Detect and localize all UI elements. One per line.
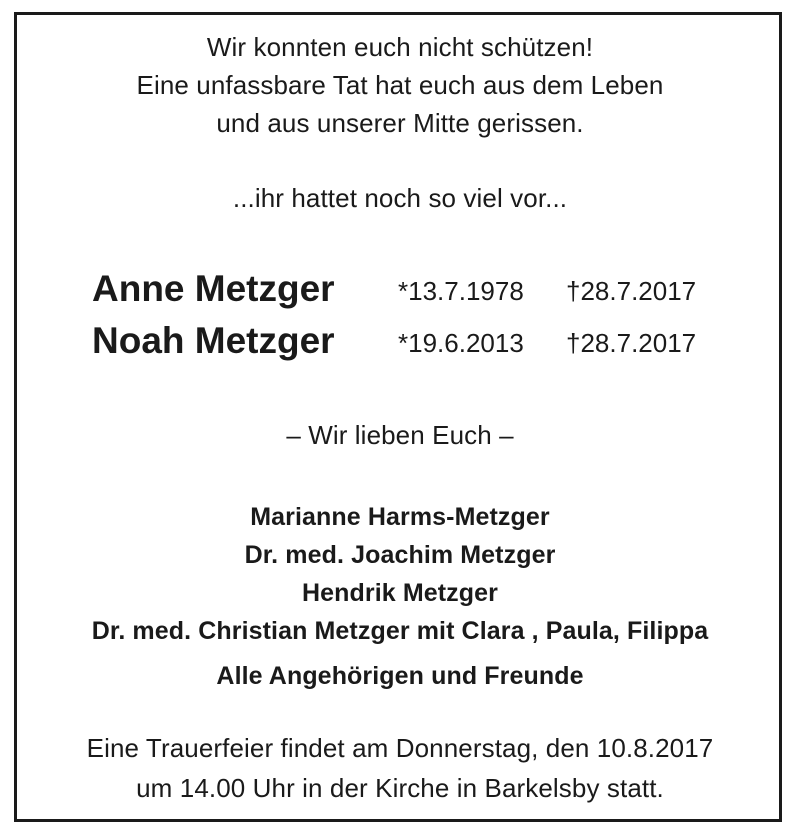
mourner-3: Hendrik Metzger bbox=[302, 579, 498, 607]
deceased-row-noah bbox=[0, 320, 800, 368]
death-date: †28.7.2017 bbox=[566, 276, 697, 306]
mourner-2: Dr. med. Joachim Metzger bbox=[244, 541, 556, 569]
service-line-1: Eine Trauerfeier findet am Donnerstag, den 10.8.2017 bbox=[86, 733, 714, 763]
intro-line-2: Eine unfassbare Tat hat euch aus dem Leben bbox=[136, 70, 664, 100]
subline: ...ihr hattet noch so viel vor... bbox=[232, 183, 568, 213]
intro-line-1: Wir konnten euch nicht schützen! bbox=[206, 32, 594, 62]
love-line: – Wir lieben Euch – bbox=[286, 420, 514, 450]
mourner-1: Marianne Harms-Metzger bbox=[250, 503, 550, 531]
intro-line-3: und aus unserer Mitte gerissen. bbox=[216, 108, 584, 138]
birth-date: *19.6.2013 bbox=[398, 328, 524, 358]
service-line-2: um 14.00 Uhr in der Kirche in Barkelsby statt. bbox=[136, 773, 664, 803]
deceased-row-anne bbox=[0, 268, 800, 316]
deceased-name: Anne Metzger bbox=[92, 268, 335, 309]
death-date: †28.7.2017 bbox=[566, 328, 697, 358]
mourner-4: Dr. med. Christian Metzger mit Clara , Paula, Filippa bbox=[91, 617, 709, 645]
relatives-line: Alle Angehörigen und Freunde bbox=[216, 662, 584, 690]
deceased-name: Noah Metzger bbox=[92, 320, 335, 361]
birth-date: *13.7.1978 bbox=[398, 276, 524, 306]
